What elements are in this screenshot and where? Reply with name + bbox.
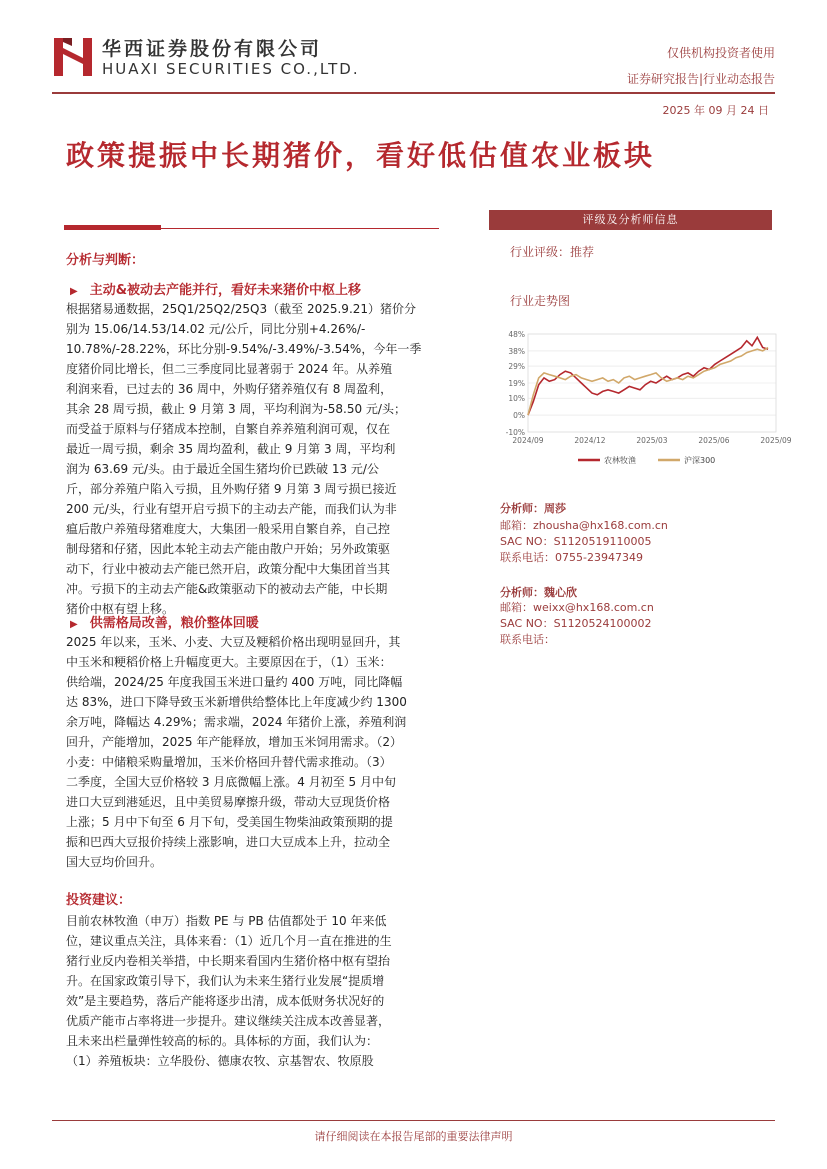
report-date: 2025 年 09 月 24 日 <box>662 104 769 117</box>
legal-notice: 请仔细阅读在本报告尾部的重要法律声明 <box>314 1130 513 1143</box>
x-tick-label: 2025/03 <box>636 436 668 445</box>
triangle-bullet-icon: ▶ <box>70 619 78 630</box>
para-line: 余万吨，降幅达 4.29%；需求端，2024 年猪价上涨，养殖利润 <box>66 715 407 729</box>
trend-chart <box>498 322 792 472</box>
footer-divider <box>52 1120 775 1121</box>
para-line: 回升，产能增加，2025 年产能释放，增加玉米饲用需求。（2） <box>66 735 402 749</box>
para-line: 根据猪易通数据，25Q1/25Q2/25Q3（截至 2025.9.21）猪价分 <box>66 302 417 316</box>
y-tick-label: 19% <box>508 379 525 388</box>
industry-rating: 行业评级：推荐 <box>510 245 595 259</box>
para-line: 猪行业反内卷相关举措，中长期来看国内生猪价格中枢有望抬 <box>66 954 391 968</box>
report-category: 证券研究报告|行业动态报告 <box>626 72 775 86</box>
analyst-sac: SAC NO：S1120519110005 <box>500 535 652 548</box>
company-name-en: HUAXI SECURITIES CO.,LTD. <box>102 60 360 78</box>
x-tick-label: 2025/09 <box>760 436 792 445</box>
analysis-heading: 分析与判断： <box>66 253 145 268</box>
investment-paragraph <box>66 911 464 1071</box>
para-line: 200 元/头，行业有望开启亏损下的主动去产能，而我们认为非 <box>66 502 397 516</box>
analyst-name: 分析师：魏心欣 <box>500 586 577 599</box>
para-line: 中玉米和粳稻价格上升幅度更大。主要原因在于，（1）玉米： <box>66 655 392 669</box>
para-line: 而受益于原料与仔猪成本控制，自繁自养养殖利润可观，仅在 <box>66 422 391 436</box>
section-title: 主动&被动去产能并行，看好未来猪价中枢上移 <box>89 283 362 298</box>
para-line: 升。在国家政策引导下，我们认为未来生猪行业发展“提质增 <box>66 974 385 988</box>
para-line: 其余 28 周亏损，截止 9 月第 3 周，平均利润为-58.50 元/头； <box>66 402 406 416</box>
legend-label: 沪深300 <box>684 456 716 465</box>
para-line: 度猪价同比增长，但二三季度同比显著弱于 2024 年。从养殖 <box>66 362 393 376</box>
para-line: 动下，行业中被动去产能已然开启，政策分配中大集团首当其 <box>66 562 391 576</box>
x-tick-label: 2024/12 <box>574 436 606 445</box>
huaxi-logo-icon <box>52 34 94 78</box>
para-line: 上涨；5 月中下旬至 6 月下旬，受美国生物柴油政策预期的提 <box>66 815 393 829</box>
para-line: 10.78%/-28.22%，环比分别-9.54%/-3.49%/-3.54%，今年一季 <box>66 342 422 356</box>
title-accent-rule <box>161 228 439 229</box>
section-paragraph <box>66 299 464 619</box>
series-line <box>528 337 768 415</box>
header-divider <box>52 92 775 94</box>
y-tick-label: 29% <box>508 362 525 372</box>
analyst-phone: 联系电话：0755-23947349 <box>500 551 643 564</box>
y-tick-label: 38% <box>508 346 525 356</box>
y-tick-label: 48% <box>508 330 525 339</box>
triangle-bullet-icon: ▶ <box>70 286 78 297</box>
rating-analyst-banner: 评级及分析师信息 <box>489 210 772 230</box>
section-title: 供需格局改善，粮价整体回暖 <box>89 616 259 631</box>
x-tick-label: 2024/09 <box>512 436 544 445</box>
legend-label: 农林牧渔 <box>604 456 636 465</box>
para-line: 斤，部分养殖户陷入亏损，且外购仔猪 9 月第 3 周亏损已接近 <box>66 482 397 496</box>
analyst-phone: 联系电话： <box>500 633 555 646</box>
para-line: 小麦：中储粮采购量增加，玉米价格回升替代需求推动。（3） <box>66 755 392 769</box>
para-line: 达 83%，进口下降导致玉米新增供给整体比上年度减少约 1300 <box>66 695 407 709</box>
series-line <box>528 348 768 416</box>
title-accent-bar <box>64 225 161 230</box>
para-line: 制母猪和仔猪，因此本轮主动去产能由散户开始；另外政策驱 <box>66 542 391 556</box>
para-line: 2025 年以来，玉米、小麦、大豆及粳稻价格出现明显回升，其 <box>66 635 401 649</box>
para-line: 别为 15.06/14.53/14.02 元/公斤，同比分别+4.26%/- <box>66 322 366 336</box>
para-line: 利润来看，已过去的 36 周中，外购仔猪养殖仅有 8 周盈利， <box>66 382 393 396</box>
analyst-email: 邮箱：zhousha@hx168.com.cn <box>500 519 668 532</box>
y-tick-label: 0% <box>513 411 525 421</box>
para-line: 优质产能市占率将进一步提升。建议继续关注成本改善显著， <box>66 1014 391 1028</box>
audience-note: 仅供机构投资者使用 <box>666 46 775 60</box>
para-line: 润为 63.69 元/头。由于最近全国生猪均价已跌破 13 元/公 <box>66 462 379 476</box>
para-line: 且未来出栏量弹性较高的标的。具体标的方面，我们认为： <box>66 1034 379 1048</box>
para-line: 猪价中枢有望上移。 <box>66 602 175 616</box>
para-line: 供给端，2024/25 年度我国玉米进口量约 400 万吨，同比降幅 <box>66 675 403 689</box>
para-line: 国大豆均价回升。 <box>66 855 163 869</box>
investment-heading: 投资建议： <box>66 893 132 908</box>
company-name-cn: 华西证券股份有限公司 <box>102 38 323 60</box>
y-tick-label: 10% <box>508 394 525 404</box>
para-line: 效”是主要趋势，落后产能将逐步出清，成本低财务状况好的 <box>66 994 385 1008</box>
para-line: 目前农林牧渔（申万）指数 PE 与 PB 估值都处于 10 年来低 <box>66 914 387 928</box>
trend-chart-title: 行业走势图 <box>510 294 571 308</box>
para-line: 二季度，全国大豆价格较 3 月底微幅上涨。4 月初至 5 月中旬 <box>66 775 396 789</box>
para-line: 振和巴西大豆报价持续上涨影响，进口大豆成本上升，拉动全 <box>66 835 391 849</box>
report-title: 政策提振中长期猪价，看好低估值农业板块 <box>66 139 656 172</box>
para-line: 冲。亏损下的主动去产能&政策驱动下的被动去产能，中长期 <box>66 582 388 596</box>
section-paragraph <box>66 632 464 872</box>
para-line: 瘟后散户养殖母猪难度大，大集团一般采用自繁自养，自己控 <box>66 522 391 536</box>
section-heading <box>70 612 259 631</box>
analyst-email: 邮箱：weixx@hx168.com.cn <box>500 601 654 614</box>
para-line: 位，建议重点关注，具体来看：（1）近几个月一直在推进的生 <box>66 934 392 948</box>
y-tick-label: -10% <box>505 428 525 437</box>
x-tick-label: 2025/06 <box>698 436 730 445</box>
analyst-sac: SAC NO：S1120524100002 <box>500 617 652 630</box>
para-line: （1）养殖板块：立华股份、德康农牧、京基智农、牧原股 <box>66 1054 374 1068</box>
para-line: 进口大豆到港延迟，且中美贸易摩擦升级，带动大豆现货价格 <box>66 795 391 809</box>
section-heading <box>70 279 361 298</box>
para-line: 最近一周亏损，剩余 35 周均盈利，截止 9 月第 3 周，平均利 <box>66 442 396 456</box>
analyst-name: 分析师：周莎 <box>500 502 566 515</box>
